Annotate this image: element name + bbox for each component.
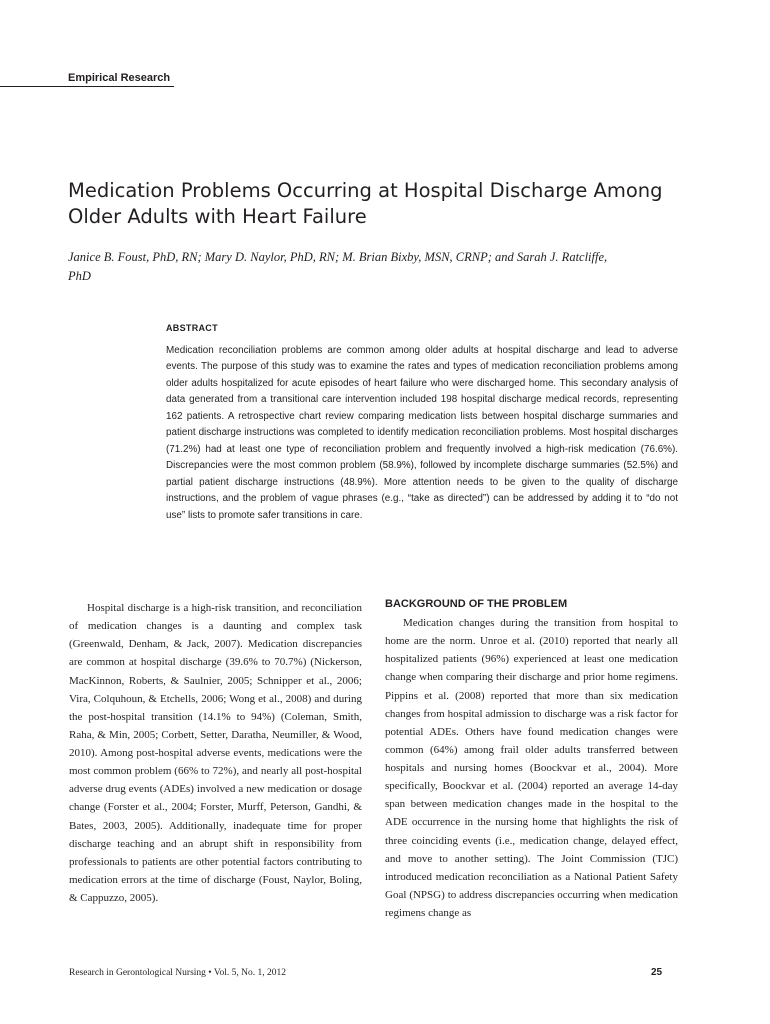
left-column [69, 599, 362, 907]
author-list: Janice B. Foust, PhD, RN; Mary D. Naylor, PhD, RN; M. Brian Bixby, MSN, CRNP; and Sarah J. Ratcliffe, PhD [68, 250, 608, 283]
background-heading: BACKGROUND OF THE PROBLEM [385, 598, 568, 610]
right-column [385, 597, 678, 922]
article-title: Medication Problems Occurring at Hospital Discharge Among Older Adults with Heart Failure [68, 179, 663, 228]
footer-journal: Research in Gerontological Nursing • Vol. 5, No. 1, 2012 [69, 968, 286, 978]
section-tag: Empirical Research [68, 72, 171, 84]
abstract-heading: ABSTRACT [166, 323, 218, 333]
page-number: 25 [651, 967, 663, 978]
background-paragraph: Medication changes during the transition from hospital to home are the norm. Unroe et al. (2010) reported that nearly all hospitalized patients (96%) experienced at least one medication change when comparing their discharge and prior home regimens. Pippins et al. (2008) reported that more than six medication changes from hospital admission to discharge was a risk factor for potential ADEs. Others have found medication changes were common (64%) among frail older adults transferred between hospitals and nursing homes (Boockvar et al., 2004). More specifically, Boockvar et al. (2004) reported an average 14-day span between medication changes made in the hospital to the ADE occurrence in the nursing home that highlights the risk of three coinciding events (i.e., medication change, delayed effect, and move to another setting). The Joint Commission (TJC) introduced medication reconciliation as a National Patient Safety Goal (NPSG) to address discrepancies occurring when medication regimens change as [385, 617, 678, 919]
abstract-text: Medication reconciliation problems are common among older adults at hospital discharge and lead to adverse events. The purpose of this study was to examine the rates and types of medication reconciliation problems among older adults hospitalized for acute episodes of heart failure who were discharged home. This secondary analysis of data generated from a transitional care intervention included 198 hospital discharge medical records, representing 162 patients. A retrospective chart review comparing medication lists between hospital discharge summaries and patient discharge instructions was completed to identify medication reconciliation problems. Most hospital discharges (71.2%) had at least one type of reconciliation problem and frequently involved a high-risk medication (76.6%). Discrepancies were the most common problem (58.9%), followed by incomplete discharge summaries (52.5%) and partial patient discharge instructions (48.9%). More attention needs to be given to the quality of discharge instructions, and the problem of vague phrases (e.g., “take as directed”) can be addressed by adding it to “do not use” lists to promote safer transitions in care. [166, 345, 678, 521]
section-rule [0, 86, 174, 87]
intro-paragraph: Hospital discharge is a high-risk transition, and reconciliation of medication changes is a daunting and complex task (Greenwald, Denham, & Jack, 2007). Medication discrepancies are common at hospital discharge (39.6% to 70.7%) (Nickerson, MacKinnon, Roberts, & Saulnier, 2005; Schnipper et al., 2006; Vira, Colquhoun, & Etchells, 2006; Wong et al., 2008) and during the post-hospital transition (14.1% to 94%) (Coleman, Smith, Raha, & Min, 2005; Corbett, Setter, Daratha, Neumiller, & Wood, 2010). Among post-hospital adverse events, medications were the most common problem (66% to 72%), and nearly all post-hospital adverse drug events (ADEs) involved a new medication or dosage change (Forster et al., 2004; Forster, Murff, Peterson, Gandhi, & Bates, 2003, 2005). Additionally, inadequate time for proper discharge teaching and an abrupt shift in responsibility from professionals to patients are other potential factors contributing to medication errors at the time of discharge (Foust, Naylor, Boling, & Cappuzzo, 2005). [69, 602, 362, 904]
